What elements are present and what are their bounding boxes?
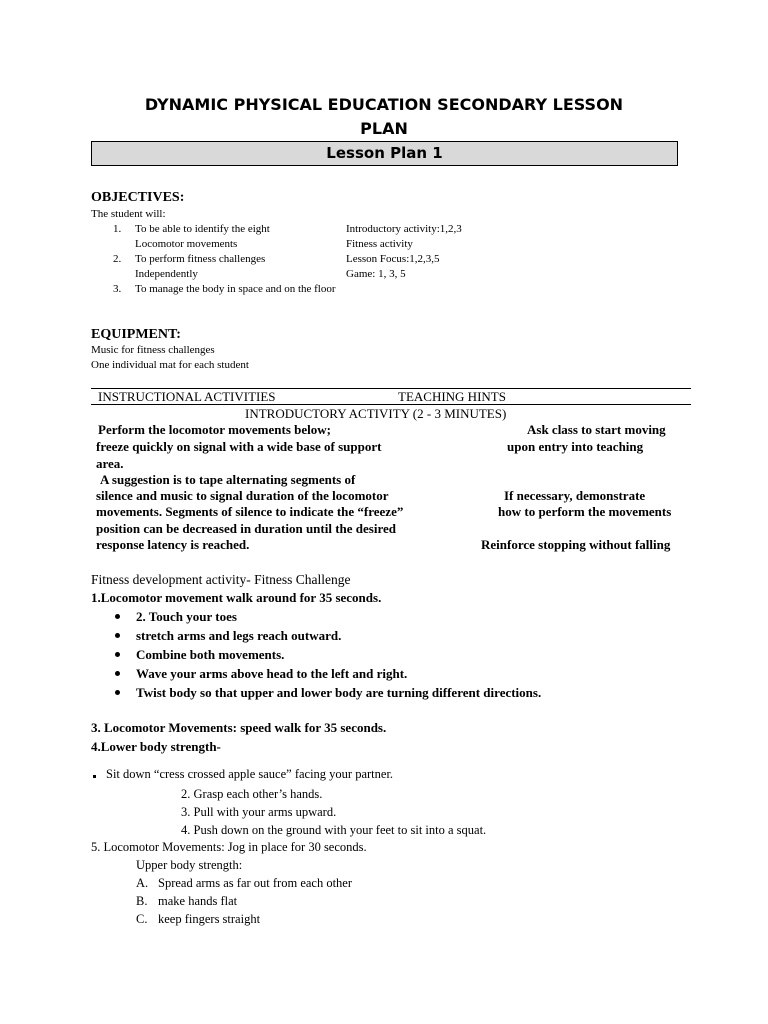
fitness-bullet-item: Twist body so that upper and lower body are turning different directions.	[136, 685, 542, 700]
lower-body-step: 4. Push down on the ground with your feet to sit into a squat.	[181, 823, 487, 837]
fitness-step-5: 5. Locomotor Movements: Jog in place for 30 seconds.	[91, 840, 367, 854]
objective-1-alignment-cont: Fitness activity	[346, 238, 413, 250]
fitness-activity-heading: Fitness development activity- Fitness Challenge	[91, 572, 351, 587]
objectives-heading: OBJECTIVES:	[91, 190, 185, 205]
upper-body-letter: A.	[136, 876, 149, 890]
bullet-icon	[115, 633, 120, 638]
fitness-bullet-item: Wave your arms above head to the left and right.	[136, 666, 408, 681]
intro-activity-line: area.	[96, 456, 124, 471]
intro-activity-line: A suggestion is to tape alternating segments of	[100, 472, 356, 487]
bullet-icon	[115, 690, 120, 695]
objective-2-alignment: Lesson Focus:1,2,3,5	[346, 253, 440, 265]
objective-3-number: 3.	[113, 283, 122, 295]
equipment-item-music: Music for fitness challenges	[91, 344, 215, 356]
objectives-intro: The student will:	[91, 208, 166, 220]
objective-2-text-cont: Independently	[135, 268, 198, 280]
objective-3-text: To manage the body in space and on the floor	[135, 283, 336, 295]
lower-body-sit-step: Sit down “cress crossed apple sauce” facing your partner.	[106, 767, 394, 781]
fitness-bullet-item: stretch arms and legs reach outward.	[136, 628, 342, 643]
bullet-icon	[93, 775, 96, 778]
document-title-line2: PLAN	[360, 119, 408, 138]
objective-2-number: 2.	[113, 253, 122, 265]
upper-body-step: keep fingers straight	[158, 912, 261, 926]
fitness-step-1: 1.Locomotor movement walk around for 35 seconds.	[91, 590, 382, 605]
introductory-activity-heading: INTRODUCTORY ACTIVITY (2 - 3 MINUTES)	[245, 406, 507, 421]
teaching-hint-line: upon entry into teaching	[507, 439, 644, 454]
lower-body-step: 3. Pull with your arms upward.	[181, 805, 337, 819]
lesson-plan-label: Lesson Plan 1	[326, 144, 443, 162]
upper-body-step: Spread arms as far out from each other	[158, 876, 353, 890]
fitness-step-3: 3. Locomotor Movements: speed walk for 35 seconds.	[91, 720, 387, 735]
teaching-hint-line: Ask class to start moving	[527, 422, 666, 437]
column-header-instructional-activities: INSTRUCTIONAL ACTIVITIES	[98, 389, 276, 404]
objective-1-text-cont: Locomotor movements	[135, 238, 238, 250]
objective-1-alignment: Introductory activity:1,2,3	[346, 223, 462, 235]
teaching-hint-line: Reinforce stopping without falling	[481, 537, 671, 552]
fitness-bullet-item: 2. Touch your toes	[136, 609, 237, 624]
objective-2-text: To perform fitness challenges	[135, 253, 266, 265]
intro-activity-line: response latency is reached.	[96, 537, 250, 552]
table-header-rule	[91, 404, 691, 405]
intro-activity-line: Perform the locomotor movements below;	[98, 422, 331, 437]
upper-body-letter: B.	[136, 894, 148, 908]
objective-1-text: To be able to identify the eight	[135, 223, 270, 235]
upper-body-step: make hands flat	[158, 894, 238, 908]
intro-activity-line: movements. Segments of silence to indicate the “freeze”	[96, 504, 404, 519]
upper-body-heading: Upper body strength:	[136, 858, 243, 872]
fitness-step-4: 4.Lower body strength-	[91, 739, 221, 754]
lower-body-step: 2. Grasp each other’s hands.	[181, 787, 323, 801]
objective-2-alignment-cont: Game: 1, 3, 5	[346, 268, 406, 280]
equipment-heading: EQUIPMENT:	[91, 327, 181, 342]
column-header-teaching-hints: TEACHING HINTS	[398, 389, 506, 404]
intro-activity-line: position can be decreased in duration until the desired	[96, 521, 396, 536]
bullet-icon	[115, 652, 120, 657]
upper-body-letter: C.	[136, 912, 148, 926]
teaching-hint-line: how to perform the movements	[498, 504, 672, 519]
fitness-bullet-item: Combine both movements.	[136, 647, 285, 662]
equipment-item-mat: One individual mat for each student	[91, 359, 249, 371]
intro-activity-line: freeze quickly on signal with a wide base of support	[96, 439, 382, 454]
bullet-icon	[115, 614, 120, 619]
document-title-line1: DYNAMIC PHYSICAL EDUCATION SECONDARY LESSON	[144, 95, 624, 114]
objective-1-number: 1.	[113, 223, 122, 235]
intro-activity-line: silence and music to signal duration of the locomotor	[96, 488, 389, 503]
teaching-hint-line: If necessary, demonstrate	[504, 488, 646, 503]
bullet-icon	[115, 671, 120, 676]
lesson-plan-banner	[91, 141, 678, 166]
